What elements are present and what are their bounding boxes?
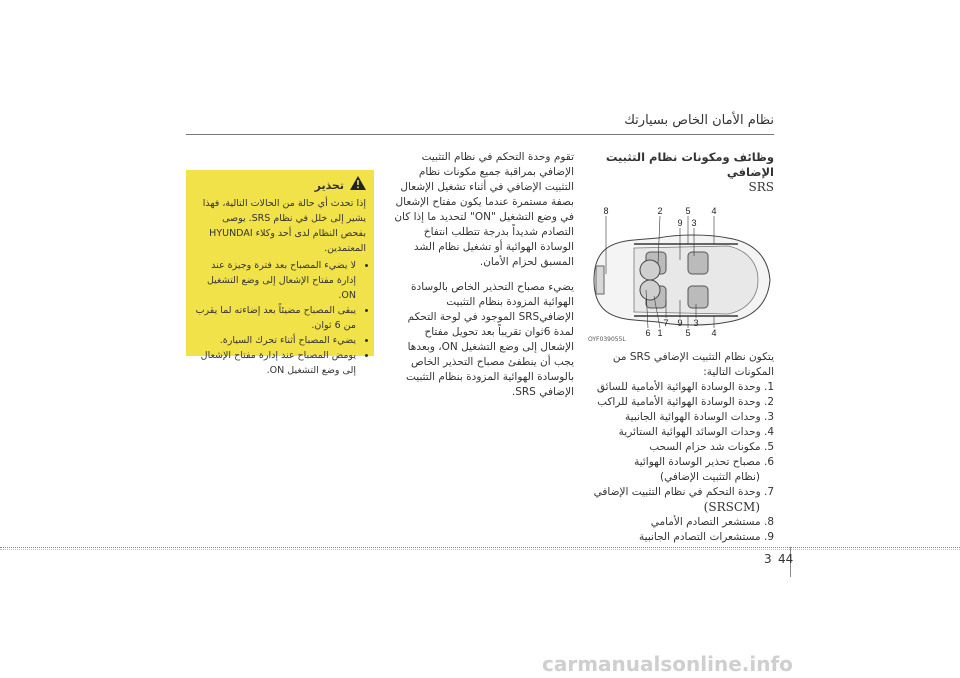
right-column-list	[588, 350, 774, 545]
page-number: 44	[778, 552, 794, 566]
list-item: 7. وحدة التحكم في نظام التثبيت الإضافي	[593, 486, 774, 498]
fig-label-7-bottom: 7	[663, 318, 669, 328]
list-item: 9. مستشعرات التصادم الجانبية	[639, 531, 774, 543]
warning-text: إذا تحدث أي حالة من الحالات التالية، فهذا يشير إلى خلل في نظام SRS. يوصى بفحص النظام لدى أحد وكلاء HYUNDAI المعتمدين.	[202, 198, 366, 254]
warning-header	[194, 176, 366, 194]
fig-label-9-bottom: 9	[677, 318, 683, 328]
fig-label-3-bottom: 3	[693, 318, 699, 328]
list-item: 2. وحدة الوسادة الهوائية الأمامية للراكب	[597, 396, 774, 408]
list-item: 8. مستشعر التصادم الأمامي	[650, 516, 774, 528]
warning-box	[186, 170, 374, 376]
paragraph-monitoring: تقوم وحدة التحكم في نظام التثبيت الإضافي بمراقبة جميع مكونات نظام التثبيت الإضافي في أثناء تشغيل الإشعال بصفة مستمرة عندما يكون مفتاح الإشعال في وضع التشغيل "ON" لتحديد ما إذا كان التصادم شديداً بدرجة تتطلب انتفاخ الوسادة الهوائية أو تشغيل نظام الشد المسبق لحزام الأمان.	[394, 151, 574, 268]
list-item: (SRSCM)	[703, 500, 760, 514]
list-item: 4. وحدات الوسائد الهوائية الستائرية	[618, 426, 774, 438]
fig-label-2-top: 2	[657, 206, 663, 216]
list-item: 5. مكونات شد حزام السحب	[649, 441, 774, 453]
watermark: carmanualsonline.info	[542, 652, 793, 676]
fig-label-5-bottom: 5	[685, 328, 691, 338]
warning-bullets	[194, 258, 366, 378]
header-rule	[186, 134, 774, 135]
fig-label-8-top: 8	[603, 206, 609, 216]
fig-label-1-bottom: 1	[657, 328, 663, 338]
list-item: • لا يضيء المصباح بعد فترة وجيزة عند إدارة مفتاح الإشعال إلى وضع التشغيل ON.	[194, 258, 356, 303]
fig-label-5-top: 5	[685, 206, 691, 216]
fig-label-4-top: 4	[711, 206, 717, 216]
section-heading: وظائف ومكونات نظام التثبيت الإضافي	[605, 150, 774, 179]
page-header-title: نظام الأمان الخاص بسيارتك	[624, 113, 774, 128]
list-item: • يضيء المصباح أثناء تحرك السيارة.	[194, 333, 356, 348]
paragraph-warning-light: يضيء مصباح التحذير الخاص بالوسادة الهوائية المزودة بنظام التثبيت الإضافيSRS الموجود في لوحة التحكم لمدة 6ثوان تقريباً بعد تحويل مفتاح الإشعال إلى وضع التشغيل ON، وبعدها يجب أن ينطفئ مصباح التحذير الخاص بالوسادة الهوائية المزودة بنظام التثبيت الإضافي SRS.	[405, 281, 574, 398]
list-item: 1. وحدة الوسادة الهوائية الأمامية للسائق	[596, 381, 774, 393]
fig-label-3-top: 3	[691, 218, 697, 228]
footer-rule	[0, 547, 960, 548]
figure-code: OYF039055L	[588, 336, 626, 343]
components-intro: يتكون نظام التثبيت الإضافي SRS من المكونات التالية:	[612, 351, 774, 378]
fig-label-9-top: 9	[677, 218, 683, 228]
list-item: • يبقى المصباح مضيئاً بعد إضاءته لما يقرب من 6 ثوان.	[194, 303, 356, 333]
warning-title: تحذير	[314, 178, 344, 192]
airbag-system-figure	[588, 200, 774, 342]
fig-label-4-bottom: 4	[711, 328, 717, 338]
list-item: 6. مصباح تحذير الوسادة الهوائية	[634, 456, 774, 468]
right-column	[588, 150, 774, 195]
middle-column	[388, 150, 574, 400]
list-item: (نظام التثبيت الإضافي)	[660, 471, 760, 483]
list-item: 3. وحدات الوسادة الهوائية الجانبية	[625, 411, 774, 423]
footer-rule-secondary	[0, 549, 960, 550]
chapter-number: 3	[764, 552, 772, 566]
fig-label-6-bottom: 6	[645, 328, 651, 338]
components-list	[588, 380, 774, 545]
warning-icon	[350, 176, 366, 194]
srs-label: SRS	[748, 180, 774, 194]
list-item: • يومض المصباح عند إدارة مفتاح الإشعال إلى وضع التشغيل ON.	[194, 348, 356, 378]
